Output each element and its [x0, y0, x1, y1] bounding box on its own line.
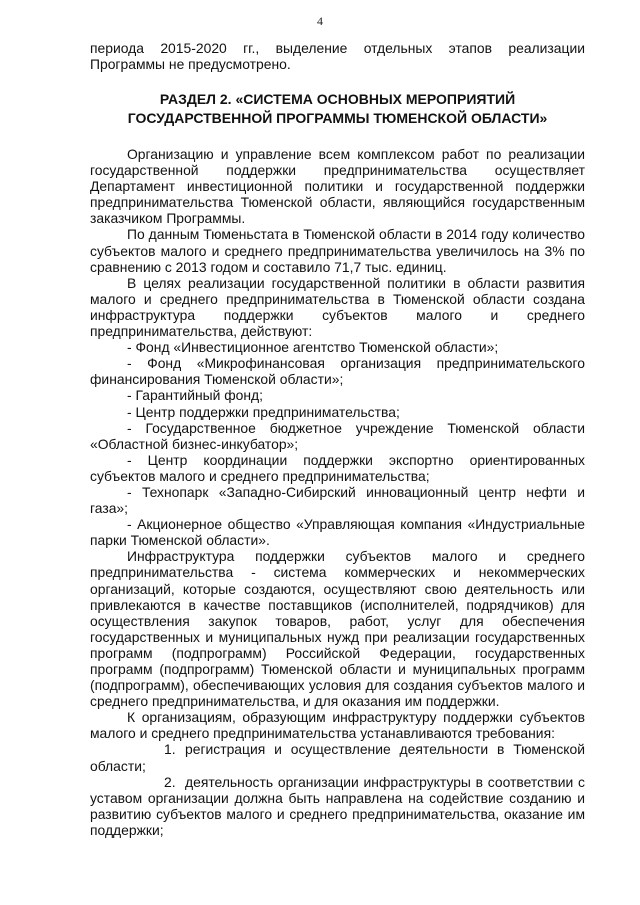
paragraph-definition: Инфраструктура поддержки субъектов малого и среднего предпринимательства - система коммерческих и некоммерческих организаций, которые создаются, осуществляют свою деятельность или привлекаются в качестве поставщиков (исполнителей, подрядчиков) для осуществления закупок товаров, работ, услуг для обеспечения государственных и муниципальных нужд при реализации государственных программ (подпрограмм) Российской Федерации, государственных программ (подпрограмм) Тюменской области и муниципальных программ (подпрограмм), обеспечивающих условия для создания субъектов малого и среднего предпринимательства, и для оказания им поддержки. [90, 548, 585, 710]
list-item: - Гарантийный фонд; [127, 387, 264, 404]
list-item: - Фонд «Микрофинансовая организация предпринимательского финансирования Тюменской области»; [90, 355, 585, 388]
paragraph-management: Организацию и управление всем комплексом работ по реализации государственной поддержки предпринимательства осуществляет Департамент инвестиционной политики и государственной поддержки предпринимательства Тюменской области, являющийся государственным заказчиком Программы. [90, 146, 585, 227]
paragraph-requirements-intro: К организациям, образующим инфраструктуру поддержки субъектов малого и среднего предпринимательства устанавливаются требования: [90, 709, 585, 742]
list-item: - Технопарк «Западно-Сибирский инновационный центр нефти и газа»; [90, 483, 585, 517]
requirement-item [90, 774, 585, 838]
list-item: - Государственное бюджетное учреждение Тюменской области «Областной бизнес-инкубатор»; [90, 419, 585, 452]
section-heading [90, 90, 585, 127]
section-heading-line-1: РАЗДЕЛ 2. «СИСТЕМА ОСНОВНЫХ МЕРОПРИЯТИЙ [159, 91, 516, 108]
paragraph-infrastructure-intro: В целях реализации государственной политики в области развития малого и среднего предпринимательства в Тюменской области создана инфраструктура поддержки субъектов малого и среднего предпринимательства, действуют: [90, 274, 585, 340]
requirement-number: 1. [164, 741, 176, 758]
list-item: - Фонд «Инвестиционное агентство Тюменской области»; [127, 339, 499, 356]
requirement-item [90, 741, 585, 773]
page-number: 4 [317, 14, 323, 28]
section-heading-line-2: ГОСУДАРСТВЕННОЙ ПРОГРАММЫ ТЮМЕНСКОЙ ОБЛАСТИ» [127, 109, 548, 126]
list-item: - Центр координации поддержки экспортно ориентированных субъектов малого и среднего предпринимательства; [90, 451, 585, 484]
document-body [90, 40, 585, 838]
requirement-text: деятельность организации инфраструктуры в соответствии с уставом организации должна быть направлена на содействие созданию и развитию субъектов малого и среднего предпринимательства, оказание им поддержки; [90, 773, 585, 838]
requirement-number: 2. [164, 773, 176, 790]
list-item: - Центр поддержки предпринимательства; [127, 403, 400, 420]
paragraph-statistics: По данным Тюменьстата в Тюменской области в 2014 году количество субъектов малого и среднего предпринимательства увеличилось на 3% по сравнению с 2013 годом и составило 71,7 тыс. единиц. [90, 226, 585, 275]
list-item: - Акционерное общество «Управляющая компания «Индустриальные парки Тюменской области». [90, 516, 585, 549]
requirement-text: регистрация и осуществление деятельности в Тюменской области; [90, 741, 585, 774]
intro-paragraph: периода 2015-2020 гг., выделение отдельных этапов реализации Программы не предусмотрено. [90, 40, 585, 73]
